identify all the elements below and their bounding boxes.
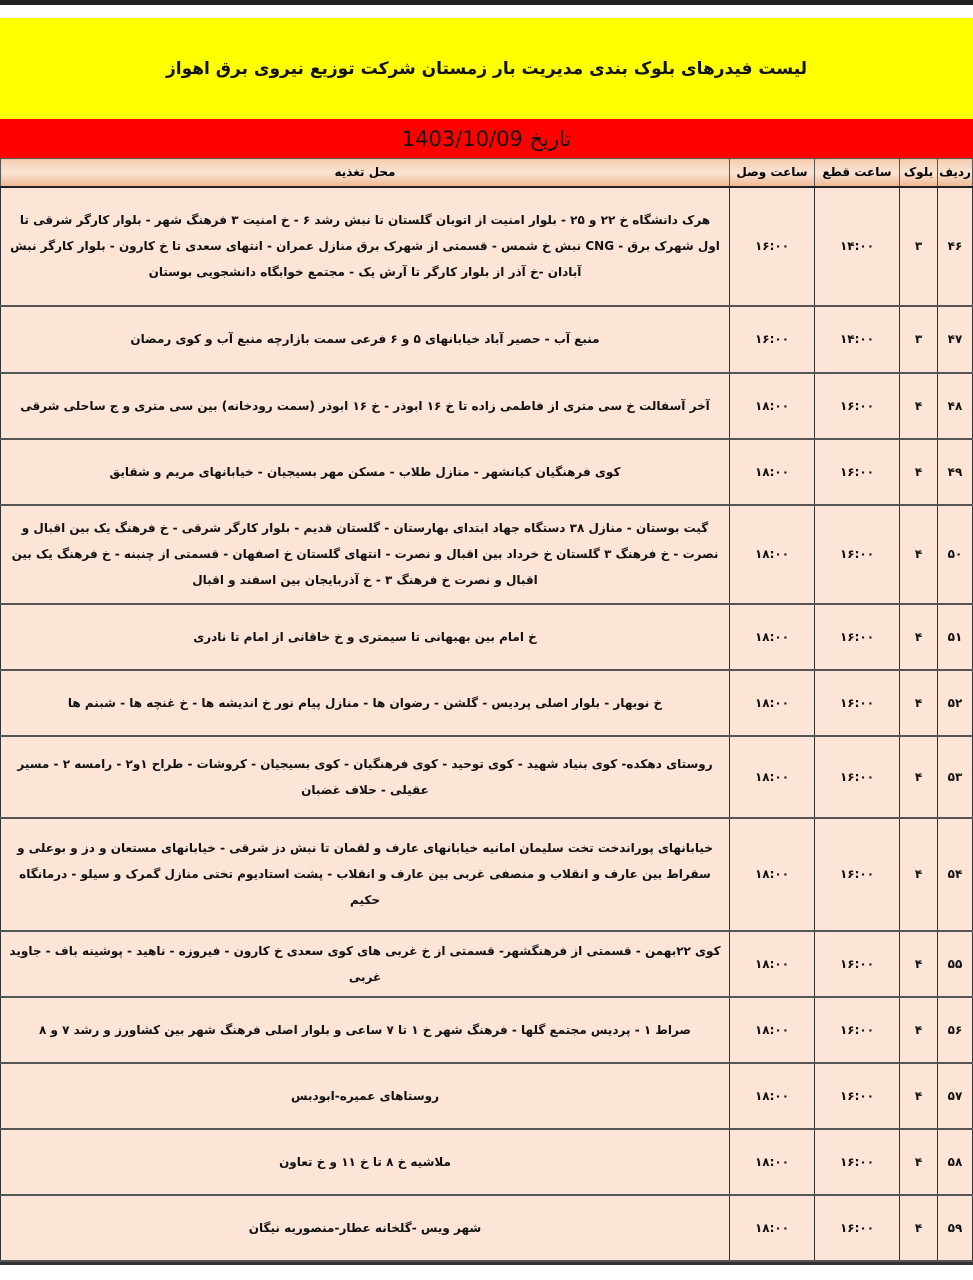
connect-time: ۱۶:۰۰ [730,306,815,373]
row-number: ۴۹ [938,439,973,505]
location: روستاهای عمیره-ابودبس [1,1063,730,1129]
connect-time: ۱۸:۰۰ [730,1063,815,1129]
connect-time: ۱۸:۰۰ [730,997,815,1063]
table-row [1,997,973,1063]
cut-time: ۱۶:۰۰ [815,439,900,505]
block-number: ۴ [900,1129,938,1195]
cut-time: ۱۶:۰۰ [815,670,900,736]
connect-time: ۱۸:۰۰ [730,1129,815,1195]
block-number: ۳ [900,187,938,306]
location: هرک دانشگاه خ ۲۲ و ۲۵ - بلوار امنیت از اتوبان گلستان تا نبش رشد ۶ - خ امنیت ۳ فرهنگ شهر - بلوار کارگر شرقی تا اول شهرک برق - CNG نبش خ شمس - قسمتی از شهرک برق منازل عمران - انتهای سعدی تا خ کارون - بلوار کارگر نبش آبادان -خ آذر از بلوار کارگر تا آرش یک - مجتمع خوابگاه دانشجویی بوستان [1,187,730,306]
location: شهر ویس -گلخانه عطار-منصوریه نیگان [1,1195,730,1261]
block-number: ۴ [900,604,938,670]
block-number: ۴ [900,931,938,997]
row-number: ۵۰ [938,505,973,604]
table-row [1,1129,973,1195]
location: گیت بوستان - منازل ۳۸ دستگاه جهاد ابتدای بهارستان - گلستان قدیم - بلوار کارگر شرقی - خ فرهنگ یک بین اقبال و نصرت - خ فرهنگ ۳ گلستان خ خرداد بین اقبال و نصرت - انتهای گلستان خ اصفهان - قسمتی از چنبنه - خ فرهنگ یک بین اقبال و نصرت خ فرهنگ ۳ - خ آذربایجان بین اسفند و اقبال [1,505,730,604]
block-number: ۴ [900,997,938,1063]
cut-time: ۱۶:۰۰ [815,1129,900,1195]
block-number: ۴ [900,736,938,818]
header-cut-time: ساعت قطع [815,159,900,187]
table-row [1,736,973,818]
location: آخر آسفالت خ سی متری از فاطمی زاده تا خ ۱۶ ابوذر - خ ۱۶ ابوذر (سمت رودخانه) بین سی متری و ج ساحلی شرقی [1,373,730,439]
cut-time: ۱۶:۰۰ [815,931,900,997]
row-number: ۵۱ [938,604,973,670]
cut-time: ۱۶:۰۰ [815,373,900,439]
table-row [1,505,973,604]
table-row [1,604,973,670]
block-number: ۴ [900,1063,938,1129]
row-number: ۴۶ [938,187,973,306]
block-number: ۴ [900,818,938,931]
header-connect-time: ساعت وصل [730,159,815,187]
block-number: ۴ [900,1195,938,1261]
date-banner: تاریخ 1403/10/09 [0,119,973,158]
connect-time: ۱۸:۰۰ [730,373,815,439]
table-row [1,931,973,997]
row-number: ۵۹ [938,1195,973,1261]
cut-time: ۱۴:۰۰ [815,306,900,373]
location: کوی ۲۲بهمن - قسمتی از فرهنگشهر- قسمتی از خ غربی های کوی سعدی خ کارون - فیروزه - ناهید - پوشینه باف - جاوید غربی [1,931,730,997]
row-number: ۵۷ [938,1063,973,1129]
location: کوی فرهنگیان کیانشهر - منازل طلاب - مسکن مهر بسیجیان - خیابانهای مریم و شقایق [1,439,730,505]
page-title: لیست فیدرهای بلوک بندی مدیریت بار زمستان شرکت توزیع نیروی برق اهواز [0,18,973,119]
row-number: ۴۷ [938,306,973,373]
table-row [1,818,973,931]
connect-time: ۱۶:۰۰ [730,187,815,306]
row-number: ۵۲ [938,670,973,736]
feeder-table [0,158,973,1262]
row-number: ۴۸ [938,373,973,439]
top-bar [0,0,973,5]
cut-time: ۱۶:۰۰ [815,818,900,931]
cut-time: ۱۶:۰۰ [815,505,900,604]
table-row [1,670,973,736]
row-number: ۵۵ [938,931,973,997]
connect-time: ۱۸:۰۰ [730,1195,815,1261]
header-row: ردیف [938,159,973,187]
location: صراط ۱ - پردیس مجتمع گلها - فرهنگ شهر خ ۱ تا ۷ ساعی و بلوار اصلی فرهنگ شهر بین کشاورز و رشد ۷ و ۸ [1,997,730,1063]
table-row [1,439,973,505]
cut-time: ۱۶:۰۰ [815,1063,900,1129]
location: خ امام بین بهبهانی تا سیمتری و خ خاقانی از امام تا نادری [1,604,730,670]
row-number: ۵۳ [938,736,973,818]
block-number: ۴ [900,505,938,604]
block-number: ۴ [900,439,938,505]
location: روستای دهکده- کوی بنیاد شهید - کوی توحید - کوی فرهنگیان - کوی بسیجیان - کروشات - طراح ۱و۲ - رامسه ۲ - مسیر عقیلی - حلاف غضبان [1,736,730,818]
connect-time: ۱۸:۰۰ [730,505,815,604]
block-number: ۴ [900,670,938,736]
row-number: ۵۴ [938,818,973,931]
table-row [1,187,973,306]
table-row [1,306,973,373]
table-row [1,373,973,439]
location: منبع آب - حصیر آباد خیابانهای ۵ و ۶ فرعی سمت بازارچه منبع آب و کوی رمضان [1,306,730,373]
header-block: بلوک [900,159,938,187]
location: ملاشیه خ ۸ تا خ ۱۱ و خ تعاون [1,1129,730,1195]
connect-time: ۱۸:۰۰ [730,736,815,818]
connect-time: ۱۸:۰۰ [730,439,815,505]
row-number: ۵۶ [938,997,973,1063]
row-number: ۵۸ [938,1129,973,1195]
cut-time: ۱۶:۰۰ [815,1195,900,1261]
location: خیابانهای پوراندخت تخت سلیمان امانیه خیابانهای عارف و لقمان تا نبش دز شرقی - خیابانهای مستعان و دز و بوعلی و سقراط بین عارف و انقلاب و منصفی غربی بین عارف و انقلاب - پشت استادیوم تختی منازل گمرک و سیلو - درمانگاه حکیم [1,818,730,931]
connect-time: ۱۸:۰۰ [730,604,815,670]
block-number: ۴ [900,373,938,439]
cut-time: ۱۶:۰۰ [815,604,900,670]
block-number: ۳ [900,306,938,373]
cut-time: ۱۴:۰۰ [815,187,900,306]
cut-time: ۱۶:۰۰ [815,736,900,818]
bottom-bar [0,1262,973,1280]
header-location: محل تغذیه [1,159,730,187]
location: خ نوبهار - بلوار اصلی پردیس - گلشن - رضوان ها - منازل پیام نور خ اندیشه ها - خ غنچه ها - شبنم ها [1,670,730,736]
table-row [1,1195,973,1261]
connect-time: ۱۸:۰۰ [730,818,815,931]
table-row [1,1063,973,1129]
cut-time: ۱۶:۰۰ [815,997,900,1063]
connect-time: ۱۸:۰۰ [730,931,815,997]
table-header [1,159,973,187]
connect-time: ۱۸:۰۰ [730,670,815,736]
